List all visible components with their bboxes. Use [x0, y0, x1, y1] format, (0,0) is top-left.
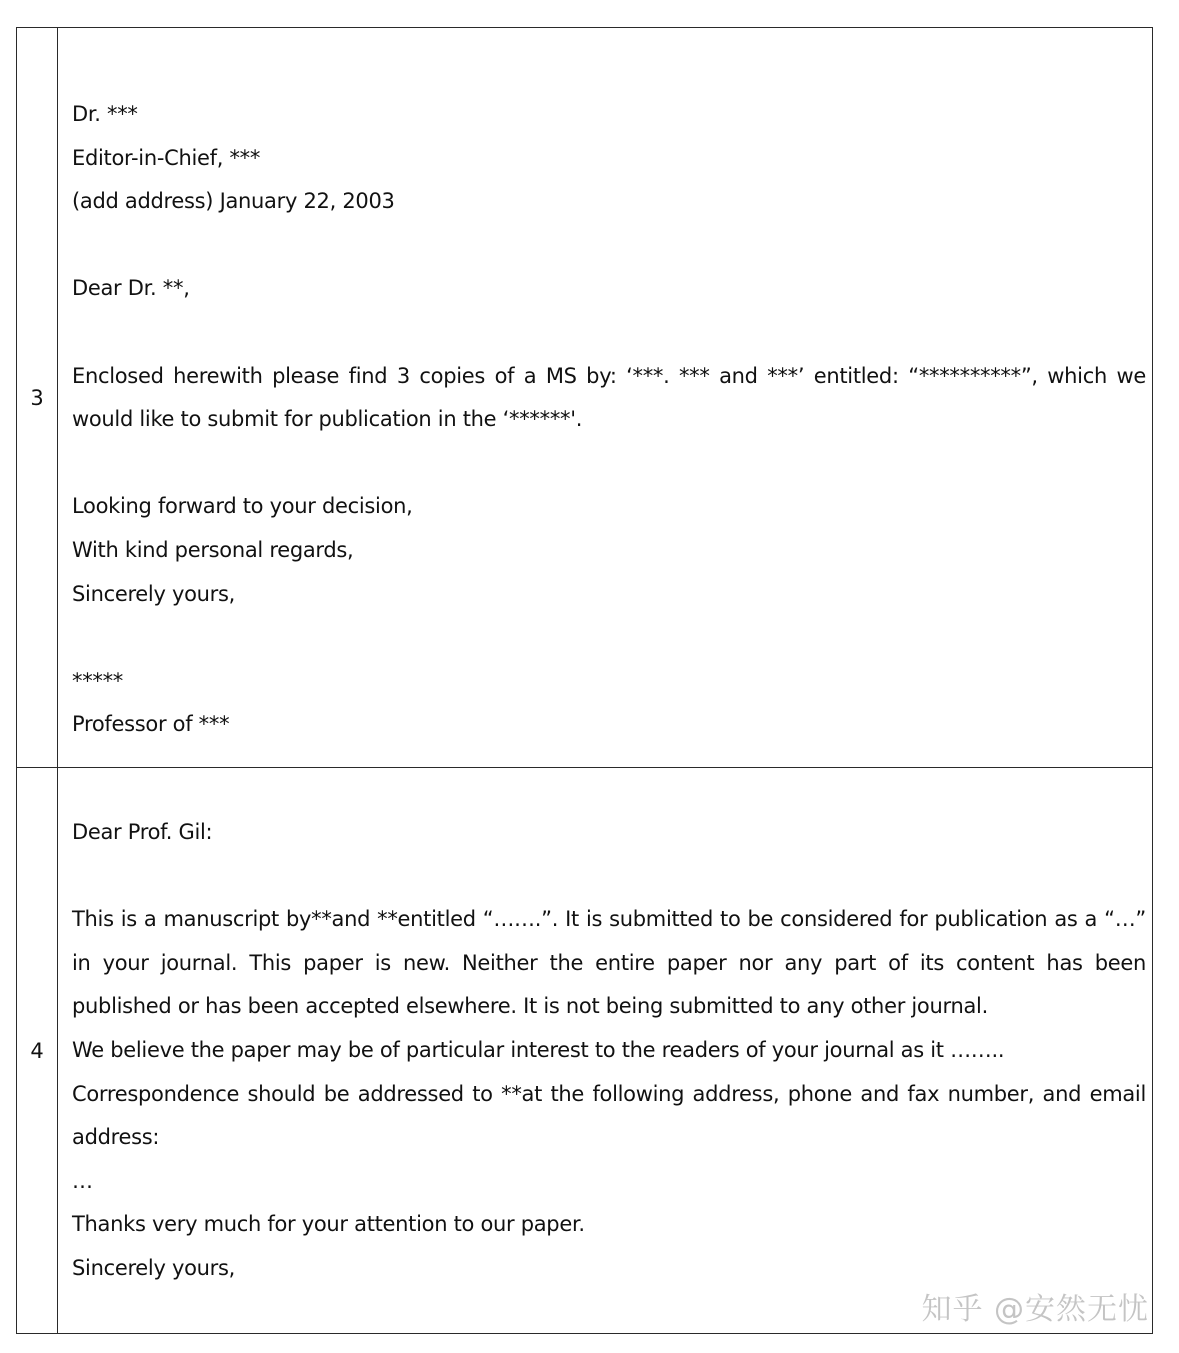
spacer [72, 616, 1146, 660]
recipient-title: Editor-in-Chief, *** [72, 145, 261, 170]
recipient-name: Dr. *** [72, 102, 138, 126]
address-date: (add address) January 22, 2003 [72, 189, 395, 214]
thanks-line: Thanks very much for your attention to our paper. [72, 1212, 585, 1237]
table-row [17, 768, 1153, 1334]
letter-body: Enclosed herewith please find 3 copies of a MS by: ‘***. *** and ***’ entitled: “**********”, which we would like to submit for publication in the ‘******'. [72, 363, 1146, 432]
correspondence-line: Correspondence should be addressed to **at the following address, phone and fax number, and email address: [72, 1081, 1146, 1150]
spacer [72, 311, 1146, 355]
row-number: 4 [17, 768, 58, 1334]
spacer [72, 855, 1146, 899]
table-row [17, 28, 1153, 768]
spacer [72, 442, 1146, 486]
interest-line: We believe the paper may be of particular interest to the readers of your journal as it …….. [72, 1037, 1005, 1062]
letter-body: This is a manuscript by**and **entitled “…….”. It is submitted to be considered for publication as a “…” in your journal. This paper is new. Neither the entire paper nor any part of its content has been published or has been accepted elsewhere. It is not being submitted to any other journal. [72, 907, 1146, 1019]
letter-content [58, 768, 1153, 1334]
letter-content [58, 28, 1153, 768]
row-number: 3 [17, 28, 58, 768]
signature: ***** [72, 668, 124, 693]
closing-line: Sincerely yours, [72, 581, 236, 606]
closing-line: Sincerely yours, [72, 1255, 236, 1280]
salutation: Dear Dr. **, [72, 276, 190, 301]
letter-samples-table [16, 27, 1153, 1334]
closing-line: Looking forward to your decision, [72, 494, 413, 519]
salutation: Dear Prof. Gil: [72, 820, 213, 844]
watermark: 知乎 @安然无忧 [921, 1292, 1149, 1327]
closing-line: With kind personal regards, [72, 537, 354, 562]
spacer [72, 224, 1146, 268]
ellipsis-line: … [72, 1168, 93, 1193]
signature-title: Professor of *** [72, 712, 230, 737]
